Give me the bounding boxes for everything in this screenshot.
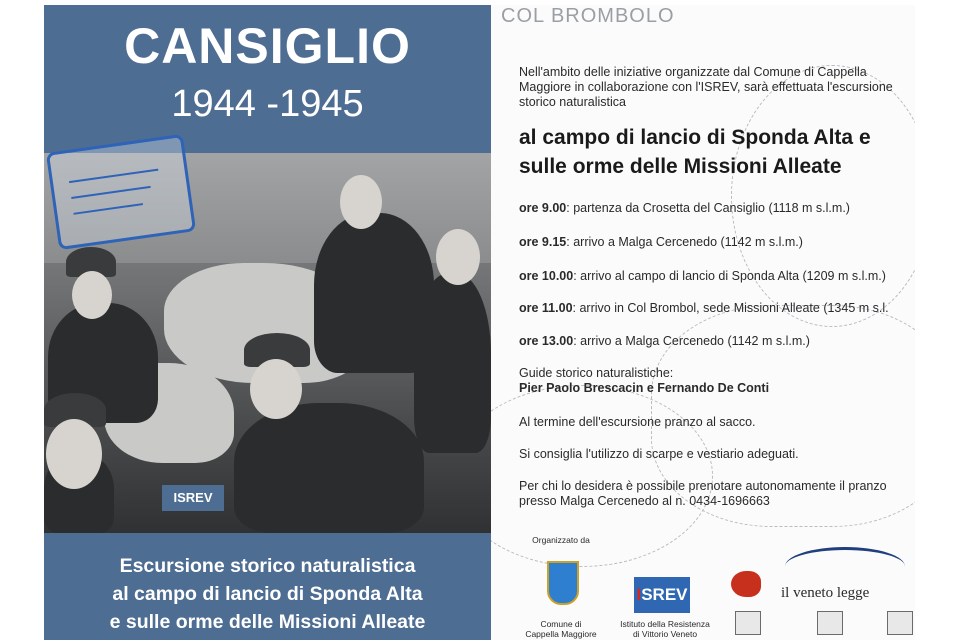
- map-label-col-brombolo: COL BROMBOLO: [501, 5, 675, 27]
- schedule-item: ore 13.00: arrivo a Malga Cercenedo (1142 m s.l.m.): [519, 334, 810, 348]
- poster-years: 1944 -1945: [171, 83, 364, 125]
- photo-face: [250, 359, 302, 419]
- isrev-logo: ISREV: [634, 577, 690, 613]
- sponsor-small-logo-icon: [735, 611, 761, 635]
- schedule-item: ore 9.15: arrivo a Malga Cercenedo (1142 m s.l.m.): [519, 235, 803, 249]
- advice-note: Si consiglia l'utilizzo di scarpe e vestiario adeguati.: [519, 447, 799, 461]
- sponsor-small-logo-icon: [887, 611, 913, 635]
- veneto-lion-icon: [731, 571, 761, 597]
- photo-face: [46, 419, 102, 489]
- veneto-swoosh-icon: [785, 547, 905, 586]
- lunch-note: Al termine dell'escursione pranzo al sacco.: [519, 415, 756, 429]
- schedule-item: ore 11.00: arrivo in Col Brombol, sede Missioni Alleate (1345 m s.l.: [519, 301, 889, 315]
- intro-text: Nell'ambito delle iniziative organizzate dal Comune di Cappella Maggiore in collaborazione con l'ISREV, sarà effettuata l'escursione storico naturalistica: [519, 65, 893, 109]
- schedule-item: ore 9.00: partenza da Crosetta del Cansiglio (1118 m s.l.m.): [519, 201, 850, 215]
- guides-names: Pier Paolo Brescacin e Fernando De Conti: [519, 381, 770, 395]
- photo-person: [414, 273, 491, 453]
- event-headline: [519, 123, 915, 181]
- booking-line-1: Per chi lo desidera è possibile prenotare autonomamente il pranzo: [519, 479, 887, 493]
- veneto-legge-logo: il veneto legge: [781, 585, 870, 601]
- headline-line-2: sulle orme delle Missioni Alleate: [519, 155, 842, 178]
- poster-left-panel: [44, 5, 491, 640]
- guides-label: Guide storico naturalistiche:: [519, 366, 674, 380]
- booking-line-2: presso Malga Cercenedo al n. 0434-1696663: [519, 494, 770, 508]
- photo-face: [340, 175, 382, 229]
- photo-person: [234, 403, 424, 533]
- photo-face: [72, 271, 112, 319]
- comune-caption: Comune di Cappella Maggiore: [525, 619, 597, 639]
- sponsor-small-logo-icon: [817, 611, 843, 635]
- postal-stamp: [46, 134, 196, 250]
- isrev-caption: Istituto della Resistenza di Vittorio Veneto: [620, 619, 710, 639]
- bottom-line-3: e sulle orme delle Missioni Alleate: [109, 611, 426, 633]
- organizer-label: Organizzato da: [532, 535, 590, 545]
- poster-bottom-text: [44, 552, 491, 636]
- comune-crest-icon: [547, 561, 579, 605]
- poster-right-panel: [491, 5, 915, 640]
- sponsor-logos: [491, 533, 915, 640]
- bottom-line-2: al campo di lancio di Sponda Alta: [112, 583, 423, 605]
- schedule-item: ore 10.00: arrivo al campo di lancio di Sponda Alta (1209 m s.l.m.): [519, 269, 886, 283]
- bottom-line-1: Escursione storico naturalistica: [119, 555, 416, 577]
- poster-title: CANSIGLIO: [124, 18, 411, 74]
- isrev-badge: ISREV: [162, 485, 224, 511]
- headline-line-1: al campo di lancio di Sponda Alta e: [519, 126, 871, 149]
- photo-face: [436, 229, 480, 285]
